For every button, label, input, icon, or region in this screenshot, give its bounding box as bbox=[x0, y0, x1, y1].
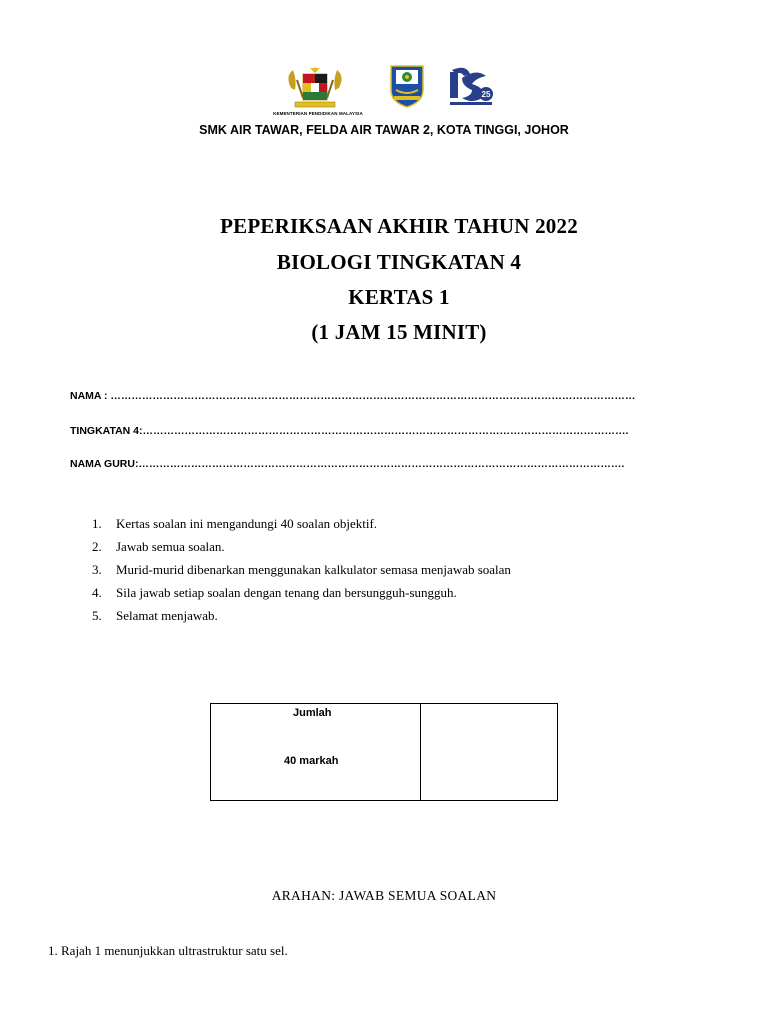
coat-of-arms-icon bbox=[283, 66, 347, 110]
list-item-text: Jawab semua soalan. bbox=[116, 539, 225, 554]
instructions-list bbox=[92, 516, 511, 631]
list-item-text: Murid-murid dibenarkan menggunakan kalkulator semasa menjawab soalan bbox=[116, 562, 511, 577]
ministry-label: KEMENTERIAN PENDIDIKAN MALAYSIA bbox=[273, 111, 363, 116]
exam-title: PEPERIKSAAN AKHIR TAHUN 2022 bbox=[220, 214, 578, 238]
subject-title: BIOLOGI TINGKATAN 4 bbox=[276, 250, 522, 274]
teacher-name-field[interactable]: NAMA GURU:…………………………………………………………………………………………………………………………. bbox=[70, 458, 625, 470]
duration-title: (1 JAM 15 MINIT) bbox=[311, 320, 487, 344]
logo-row bbox=[0, 62, 768, 122]
list-item-text: Kertas soalan ini mengandungi 40 soalan objektif. bbox=[116, 516, 378, 531]
list-item bbox=[92, 585, 511, 608]
score-value-cell[interactable] bbox=[421, 704, 557, 800]
list-item-number: 5. bbox=[92, 608, 102, 623]
list-item-number: 1. bbox=[92, 516, 102, 531]
name-field[interactable]: NAMA : …………………………………………………………………………………………………………………………………… bbox=[70, 390, 636, 402]
school-crest-icon bbox=[388, 62, 426, 108]
directive: ARAHAN: JAWAB SEMUA SOALAN bbox=[271, 888, 497, 903]
score-box bbox=[210, 703, 558, 801]
total-marks: 40 markah bbox=[284, 755, 339, 767]
list-item-number: 2. bbox=[92, 539, 102, 554]
list-item-text: Selamat menjawab. bbox=[116, 608, 218, 623]
anniversary-25-icon bbox=[446, 64, 496, 108]
paper-title: KERTAS 1 bbox=[348, 285, 450, 309]
list-item bbox=[92, 608, 511, 631]
list-item bbox=[92, 516, 511, 539]
list-item bbox=[92, 539, 511, 562]
class-field[interactable]: TINGKATAN 4:…………………………………………………………………………………………………………………………. bbox=[70, 425, 629, 437]
school-name: SMK AIR TAWAR, FELDA AIR TAWAR 2, KOTA TINGGI, JOHOR bbox=[199, 123, 569, 137]
list-item-number: 3. bbox=[92, 562, 102, 577]
list-item bbox=[92, 562, 511, 585]
total-label: Jumlah bbox=[293, 707, 332, 719]
anniversary-number: 25 bbox=[481, 90, 491, 99]
list-item-text: Sila jawab setiap soalan dengan tenang dan bersungguh-sungguh. bbox=[116, 585, 457, 600]
question-1: 1. Rajah 1 menunjukkan ultrastruktur satu sel. bbox=[48, 943, 288, 958]
list-item-number: 4. bbox=[92, 585, 102, 600]
